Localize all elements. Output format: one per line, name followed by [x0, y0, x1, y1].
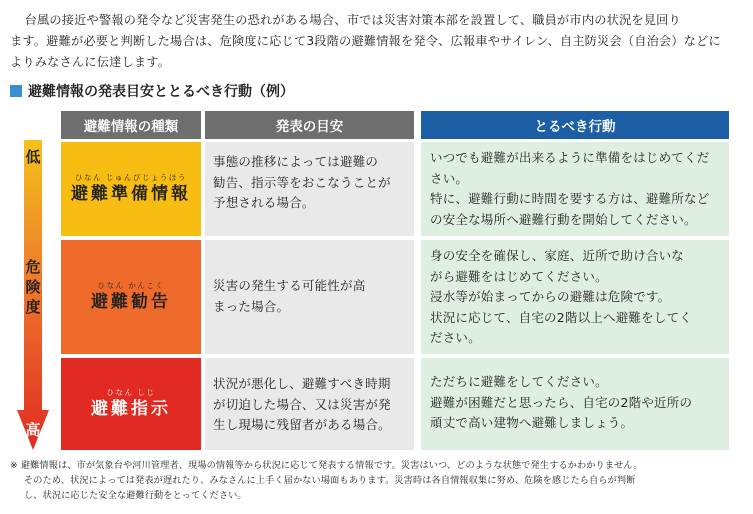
axis-label-3: 度 [25, 298, 41, 316]
criteria-cell-advisory [205, 240, 414, 354]
criteria-cell-order [205, 358, 414, 450]
criteria-line: 状況が悪化し、避難すべき時期 [213, 376, 391, 391]
action-line: 特に、避難行動に時間を要する方は、避難所など [430, 191, 710, 206]
header-criteria: 発表の目安 [205, 111, 414, 139]
section-title: 避難情報の発表目安ととるべき行動（例） [28, 84, 294, 100]
section-heading [10, 80, 294, 102]
axis-high-label: 高 [25, 421, 41, 439]
intro-line-2: ます。避難が必要と判断した場合は、危険度に応じて3段階の避難情報を発令、広報車やサイレン、自主防災会（自治会）などに [10, 34, 721, 48]
intro-text [10, 10, 745, 73]
level-cell-preparation [61, 142, 201, 236]
criteria-line: 生し現場に残留者がある場合。 [213, 417, 391, 432]
level-name: 避難勧告 [91, 292, 171, 312]
criteria-line: 勧告、指示等をおこなうことが [213, 174, 391, 190]
axis-label-2: 険 [25, 278, 41, 296]
action-line: ださい。 [430, 330, 481, 345]
action-cell-advisory [421, 240, 729, 354]
level-ruby: ひなん じゅんびじょうほう [75, 173, 187, 182]
level-ruby: ひなん かんこく [97, 281, 165, 290]
action-line: 避難が困難だと思ったら、自宅の2階や近所の [430, 394, 693, 410]
footnote-line-2: そのため、状況によっては発表が遅れたり、みなさんに上手く届かない場面もあります。災害時は各自情報収集に努め、危険を感じたら自らが判断 [24, 475, 636, 486]
action-line: 頑丈で高い建物へ避難しましょう。 [430, 415, 634, 430]
criteria-line: 災害の発生する可能性が高 [213, 278, 366, 293]
danger-axis-arrow [17, 140, 49, 450]
criteria-line: まった場合。 [213, 298, 290, 314]
action-line: 状況に応じて、自宅の2階以上へ避難をしてく [430, 309, 692, 325]
criteria-line: 予想される場合。 [213, 195, 315, 210]
action-line: の安全な場所へ避難行動を開始してください。 [430, 211, 697, 227]
action-cell-preparation [421, 142, 729, 236]
footnote-line-3: し、状況に応じた安全な避難行動をとってください。 [24, 490, 247, 501]
action-line: さい。 [430, 170, 469, 186]
action-line: がら避難をはじめてください。 [430, 268, 608, 284]
intro-line-3: よりみなさんに伝達します。 [10, 55, 171, 69]
criteria-line: 事態の推移によっては避難の [213, 154, 379, 169]
axis-label-1: 危 [25, 258, 41, 276]
level-cell-advisory [61, 240, 201, 354]
header-type: 避難情報の種類 [61, 111, 201, 139]
axis-low-label: 低 [25, 148, 41, 166]
action-line: 浸水等が始まってからの避難は危険です。 [430, 289, 671, 304]
action-line: ただちに避難をしてください。 [430, 374, 608, 389]
level-name: 避難指示 [91, 399, 171, 419]
header-action: とるべき行動 [421, 111, 729, 139]
criteria-line: が切迫した場合、又は災害が発 [213, 396, 391, 412]
criteria-cell-preparation [205, 142, 414, 236]
action-line: いつでも避難が出来るように準備をはじめてくだ [430, 150, 710, 165]
level-ruby: ひなん しじ [106, 388, 156, 397]
section-square-icon [10, 85, 22, 97]
level-cell-order [61, 358, 201, 450]
intro-line-1: 台風の接近や警報の発令など災害発生の恐れがある場合、市では災害対策本部を設置して、職員が市内の状況を見回り [24, 13, 681, 27]
footnote [10, 458, 748, 503]
level-name: 避難準備情報 [71, 184, 191, 204]
action-cell-order [421, 358, 729, 450]
action-line: 身の安全を確保し、家庭、近所で助け合いな [430, 248, 685, 263]
footnote-line-1: ※ 避難情報は、市が気象台や河川管理者、現場の情報等から状況に応じて発表する情報です。災害はいつ、どのような状態で発生するかわかりません。 [10, 460, 643, 471]
